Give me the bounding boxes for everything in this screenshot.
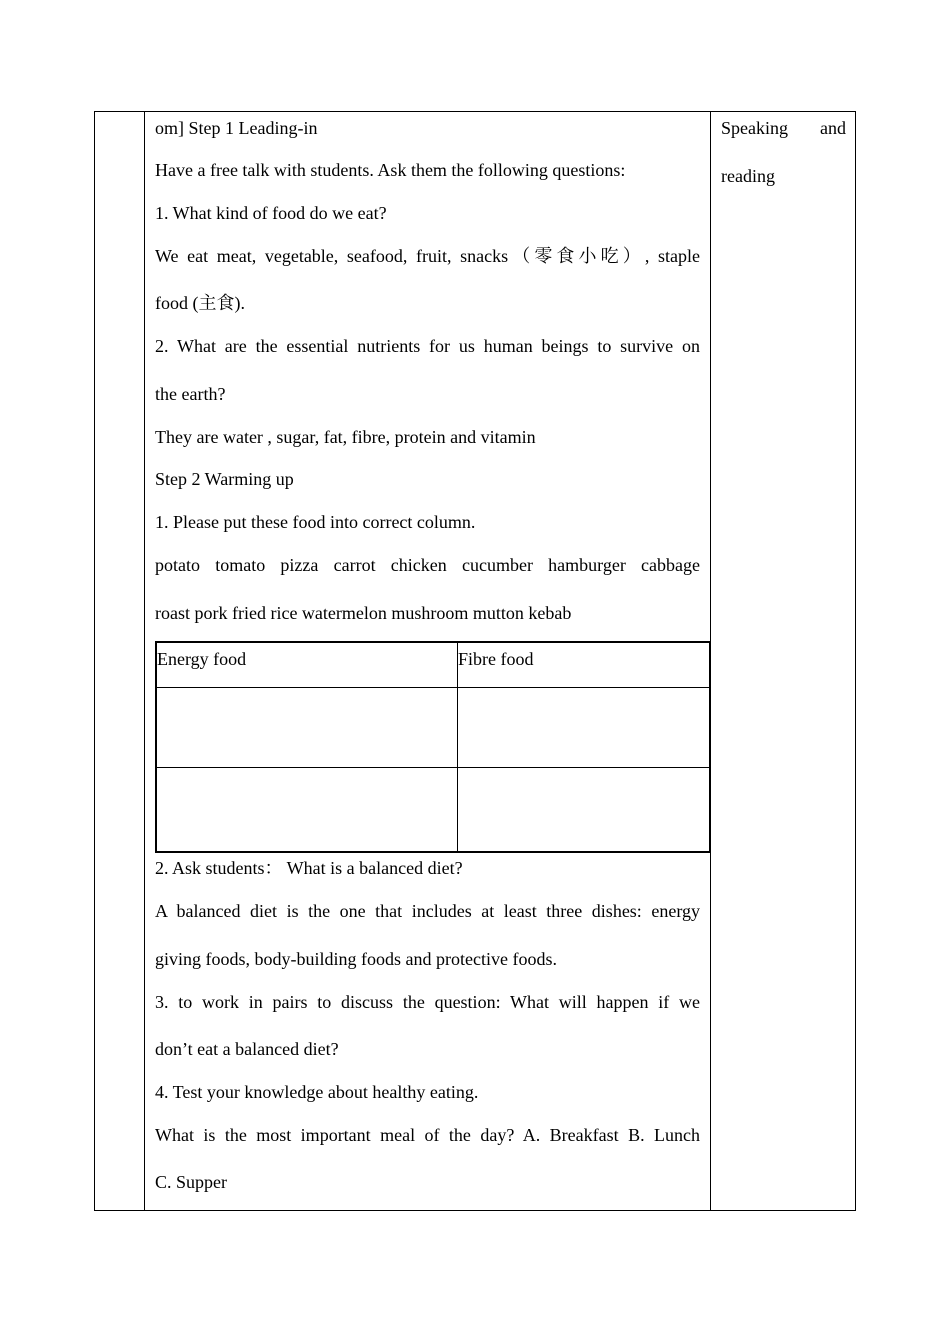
method-word: and bbox=[820, 118, 846, 138]
text-line: Step 2 Warming up bbox=[155, 469, 294, 489]
text-line: We eat meat, vegetable, seafood, fruit, snacks（零食小吃）, staple bbox=[155, 246, 700, 266]
text-line: 2. Ask students： What is a balanced diet? bbox=[155, 858, 463, 878]
food-table-row-line bbox=[157, 767, 709, 768]
method-line: reading bbox=[721, 166, 775, 186]
method-word: Speaking bbox=[721, 118, 788, 138]
text-line: 1. Please put these food into correct column. bbox=[155, 512, 476, 532]
text-line: om] Step 1 Leading-in bbox=[155, 118, 318, 138]
text-line: They are water , sugar, fat, fibre, protein and vitamin bbox=[155, 427, 536, 447]
text-line: A balanced diet is the one that includes at least three dishes: energy bbox=[155, 901, 700, 921]
text-line: giving foods, body-building foods and protective foods. bbox=[155, 949, 557, 969]
method-line bbox=[721, 119, 846, 137]
text-line: don’t eat a balanced diet? bbox=[155, 1039, 339, 1059]
column-divider-1 bbox=[144, 112, 145, 1210]
text-line: the earth? bbox=[155, 384, 226, 404]
text-line: potato tomato pizza carrot chicken cucumber hamburger cabbage bbox=[155, 555, 700, 575]
food-table-divider bbox=[457, 643, 458, 851]
text-line: C. Supper bbox=[155, 1172, 227, 1192]
food-table-row-line bbox=[157, 687, 709, 688]
text-line: What is the most important meal of the day? A. Breakfast B. Lunch bbox=[155, 1125, 700, 1145]
energy-food-header: Energy food bbox=[157, 649, 247, 669]
text-line: 2. What are the essential nutrients for us human beings to survive on bbox=[155, 336, 700, 356]
lesson-table bbox=[94, 111, 856, 1211]
text-line: 3. to work in pairs to discuss the question: What will happen if we bbox=[155, 992, 700, 1012]
text-line: roast pork fried rice watermelon mushroom mutton kebab bbox=[155, 603, 572, 623]
text-line: Have a free talk with students. Ask them the following questions: bbox=[155, 160, 626, 180]
text-line: 1. What kind of food do we eat? bbox=[155, 203, 387, 223]
fibre-food-header: Fibre food bbox=[458, 649, 534, 669]
text-line: food (主食). bbox=[155, 293, 245, 313]
text-line: 4. Test your knowledge about healthy eating. bbox=[155, 1082, 479, 1102]
food-column-table bbox=[155, 641, 711, 853]
